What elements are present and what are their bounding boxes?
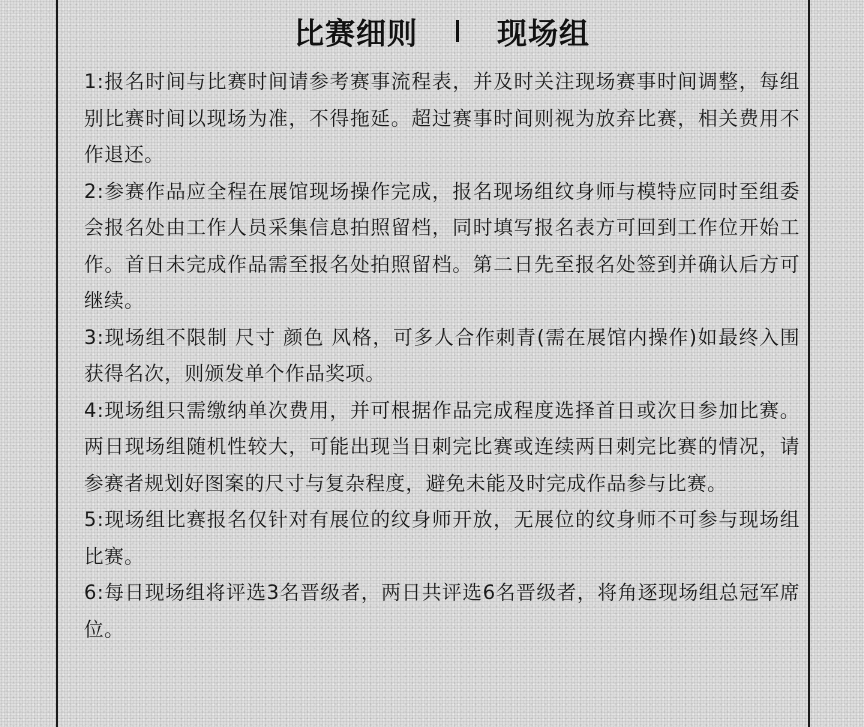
- rule-item-1: 1:报名时间与比赛时间请参考赛事流程表，并及时关注现场赛事时间调整，每组别比赛时间以现场为准，不得拖延。超过赛事时间则视为放弃比赛，相关费用不作退还。: [84, 70, 800, 166]
- frame-border-right: [808, 0, 810, 727]
- title-separator: [456, 20, 459, 42]
- page-title: [84, 8, 800, 54]
- rules-list: [84, 64, 800, 648]
- rule-item-6: 6:每日现场组将评选3名晋级者，两日共评选6名晋级者，将角逐现场组总冠军席位。: [84, 581, 800, 641]
- rules-panel: [84, 8, 800, 648]
- rule-item-2: 2:参赛作品应全程在展馆现场操作完成，报名现场组纹身师与模特应同时至组委会报名处由工作人员采集信息拍照留档，同时填写报名表方可回到工作位开始工作。首日未完成作品需至报名处拍照留档。第二日先至报名处签到并确认后方可继续。: [84, 179, 800, 312]
- rule-item-4: 4:现场组只需缴纳单次费用，并可根据作品完成程度选择首日或次日参加比赛。两日现场组随机性较大，可能出现当日刺完比赛或连续两日刺完比赛的情况，请参赛者规划好图案的尺寸与复杂程度，避免未能及时完成作品参与比赛。: [84, 398, 800, 495]
- frame-border-left: [56, 0, 58, 727]
- rule-item-5: 5:现场组比赛报名仅针对有展位的纹身师开放，无展位的纹身师不可参与现场组比赛。: [84, 508, 800, 568]
- rule-item-3: 3:现场组不限制 尺寸 颜色 风格，可多人合作刺青(需在展馆内操作)如最终入围获得名次，则颁发单个作品奖项。: [84, 325, 800, 385]
- title-group: 现场组: [497, 17, 590, 52]
- title-main: 比赛细则: [294, 17, 418, 52]
